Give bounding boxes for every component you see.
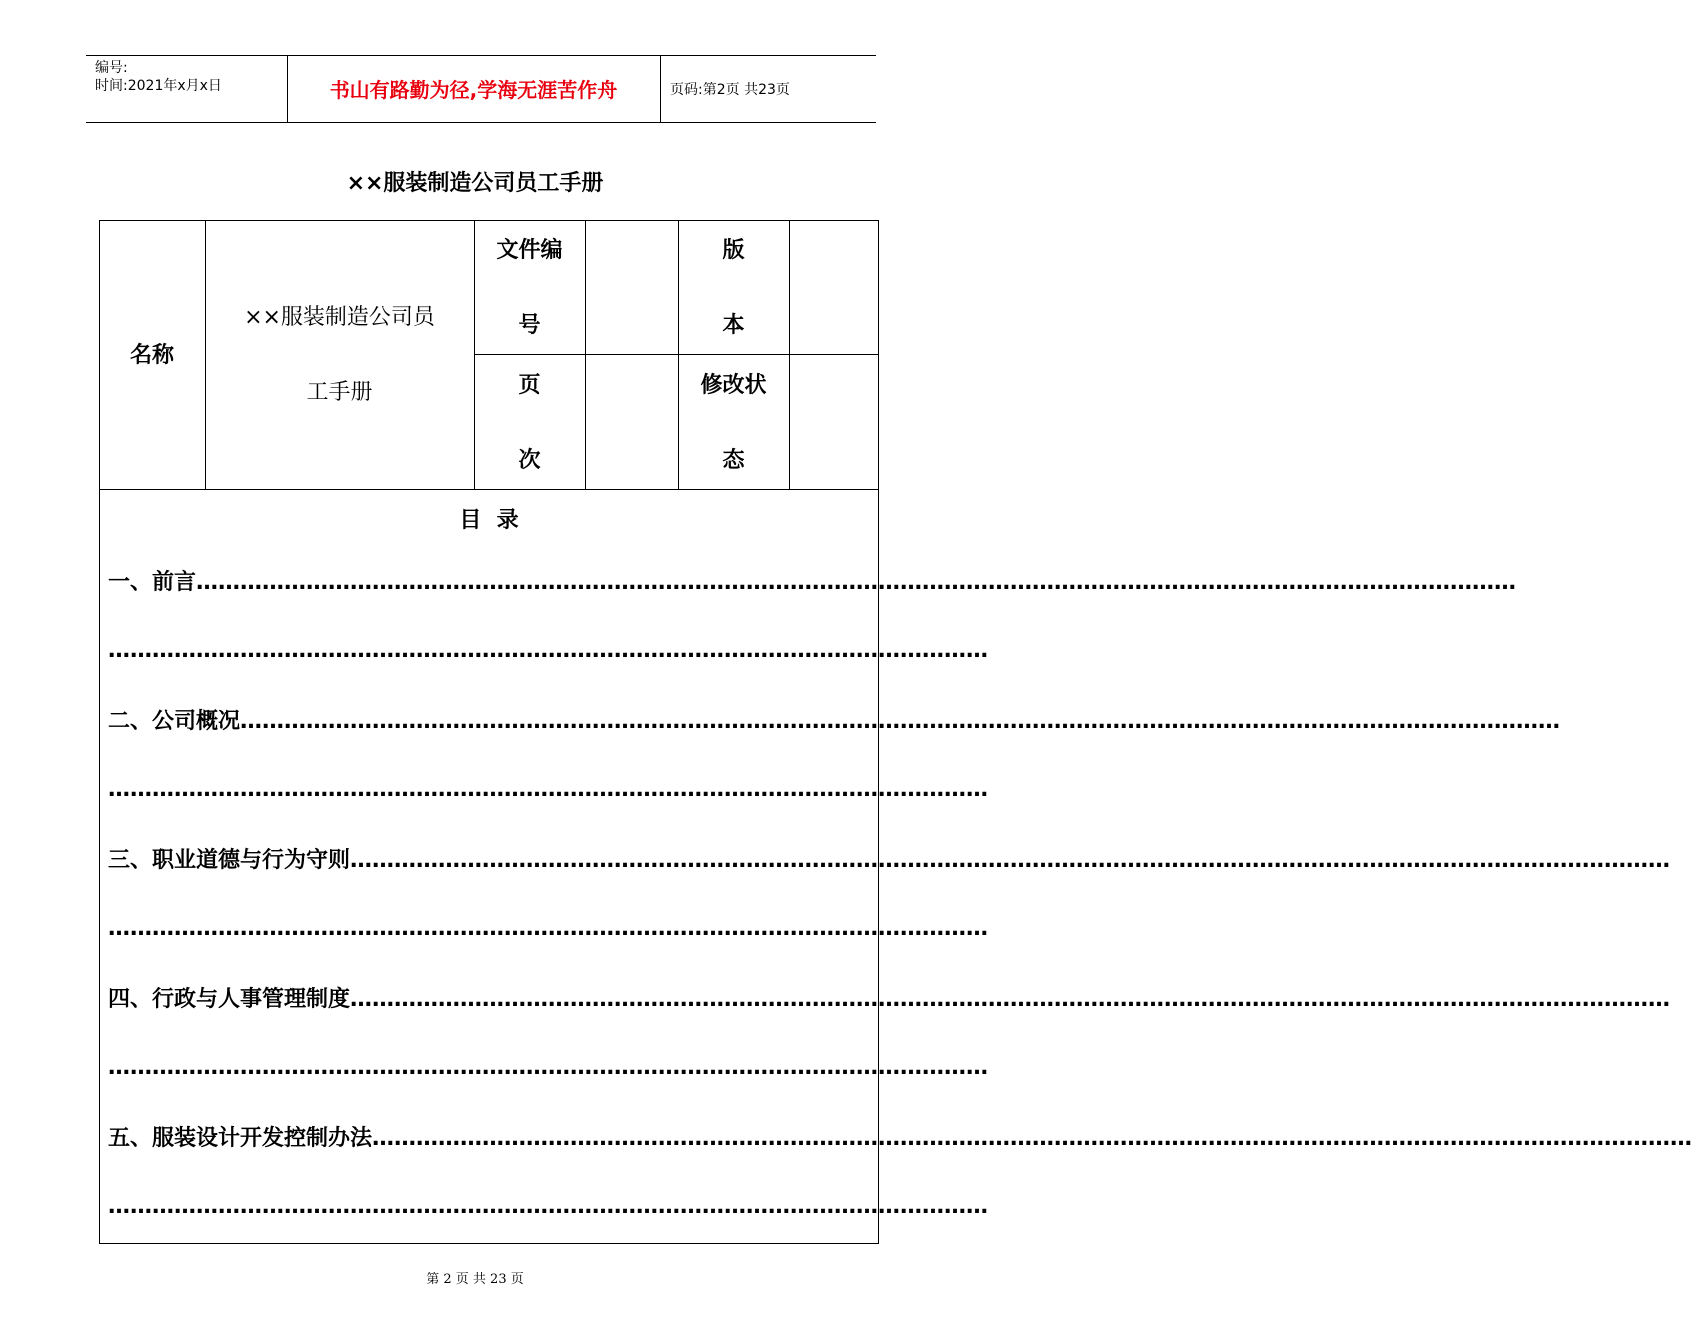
toc-leader-continuation: ………………………………………………………………………………………………………… <box>108 916 988 941</box>
page-label-line1: 页 <box>518 373 541 398</box>
doc-no-label-line1: 文件编 <box>496 238 563 263</box>
page-title: ××服装制造公司员工手册 <box>346 171 604 196</box>
version-label-line2: 本 <box>722 313 745 338</box>
version-label-line1: 版 <box>722 238 745 263</box>
toc-item-title: 二、公司概况 <box>108 709 241 734</box>
toc-leader-dots: ……………………………………………………………………………………………………………………………………………………………… <box>350 987 1671 1012</box>
table-divider <box>585 220 586 490</box>
toc-item-title: 三、职业道德与行为守则 <box>108 848 351 873</box>
header-bottom-rule <box>86 122 876 123</box>
page-label-line2: 次 <box>518 448 541 473</box>
toc-leader-continuation: ………………………………………………………………………………………………………… <box>108 1055 988 1080</box>
header-top-rule <box>86 55 876 56</box>
name-label: 名称 <box>129 343 174 368</box>
name-value-line1: ××服装制造公司员 <box>244 305 435 330</box>
revision-label-line2: 态 <box>722 448 745 473</box>
header-code-label: 编号: <box>95 60 128 76</box>
header-motto: 书山有路勤为径,学海无涯苦作舟 <box>329 78 618 102</box>
table-row-divider <box>474 354 879 355</box>
revision-label-line1: 修改状 <box>700 373 767 398</box>
toc-leader-continuation: ………………………………………………………………………………………………………… <box>108 777 988 802</box>
table-divider <box>205 220 206 490</box>
toc-leader-dots: ……………………………………………………………………………………………………………………………………………………………… <box>350 848 1671 873</box>
toc-leader-dots: ……………………………………………………………………………………………………………………………………………………………… <box>196 570 1517 595</box>
toc-item <box>108 565 1517 596</box>
toc-item <box>108 1121 1692 1152</box>
table-section-divider <box>99 489 879 490</box>
name-value-line2: 工手册 <box>306 380 373 405</box>
toc-item <box>108 704 1561 735</box>
table-divider <box>789 220 790 490</box>
header-time-label: 时间:2021年x月x日 <box>95 78 222 94</box>
toc-heading: 目 录 <box>459 508 519 533</box>
toc-item <box>108 982 1671 1013</box>
toc-item-title: 五、服装设计开发控制办法 <box>108 1126 373 1151</box>
toc-item-title: 四、行政与人事管理制度 <box>108 987 351 1012</box>
toc-leader-dots: ……………………………………………………………………………………………………………………………………………………………… <box>372 1126 1692 1151</box>
toc-leader-continuation: ………………………………………………………………………………………………………… <box>108 638 988 663</box>
page-footer: 第 2 页 共 23 页 <box>426 1272 524 1287</box>
toc-leader-continuation: ………………………………………………………………………………………………………… <box>108 1194 988 1219</box>
toc-item-title: 一、前言 <box>108 570 197 595</box>
doc-no-label-line2: 号 <box>518 313 541 338</box>
header-page-info: 页码:第2页 共23页 <box>670 82 790 98</box>
toc-leader-dots: ……………………………………………………………………………………………………………………………………………………………… <box>240 709 1561 734</box>
toc-item <box>108 843 1671 874</box>
header-divider-right <box>660 55 661 122</box>
